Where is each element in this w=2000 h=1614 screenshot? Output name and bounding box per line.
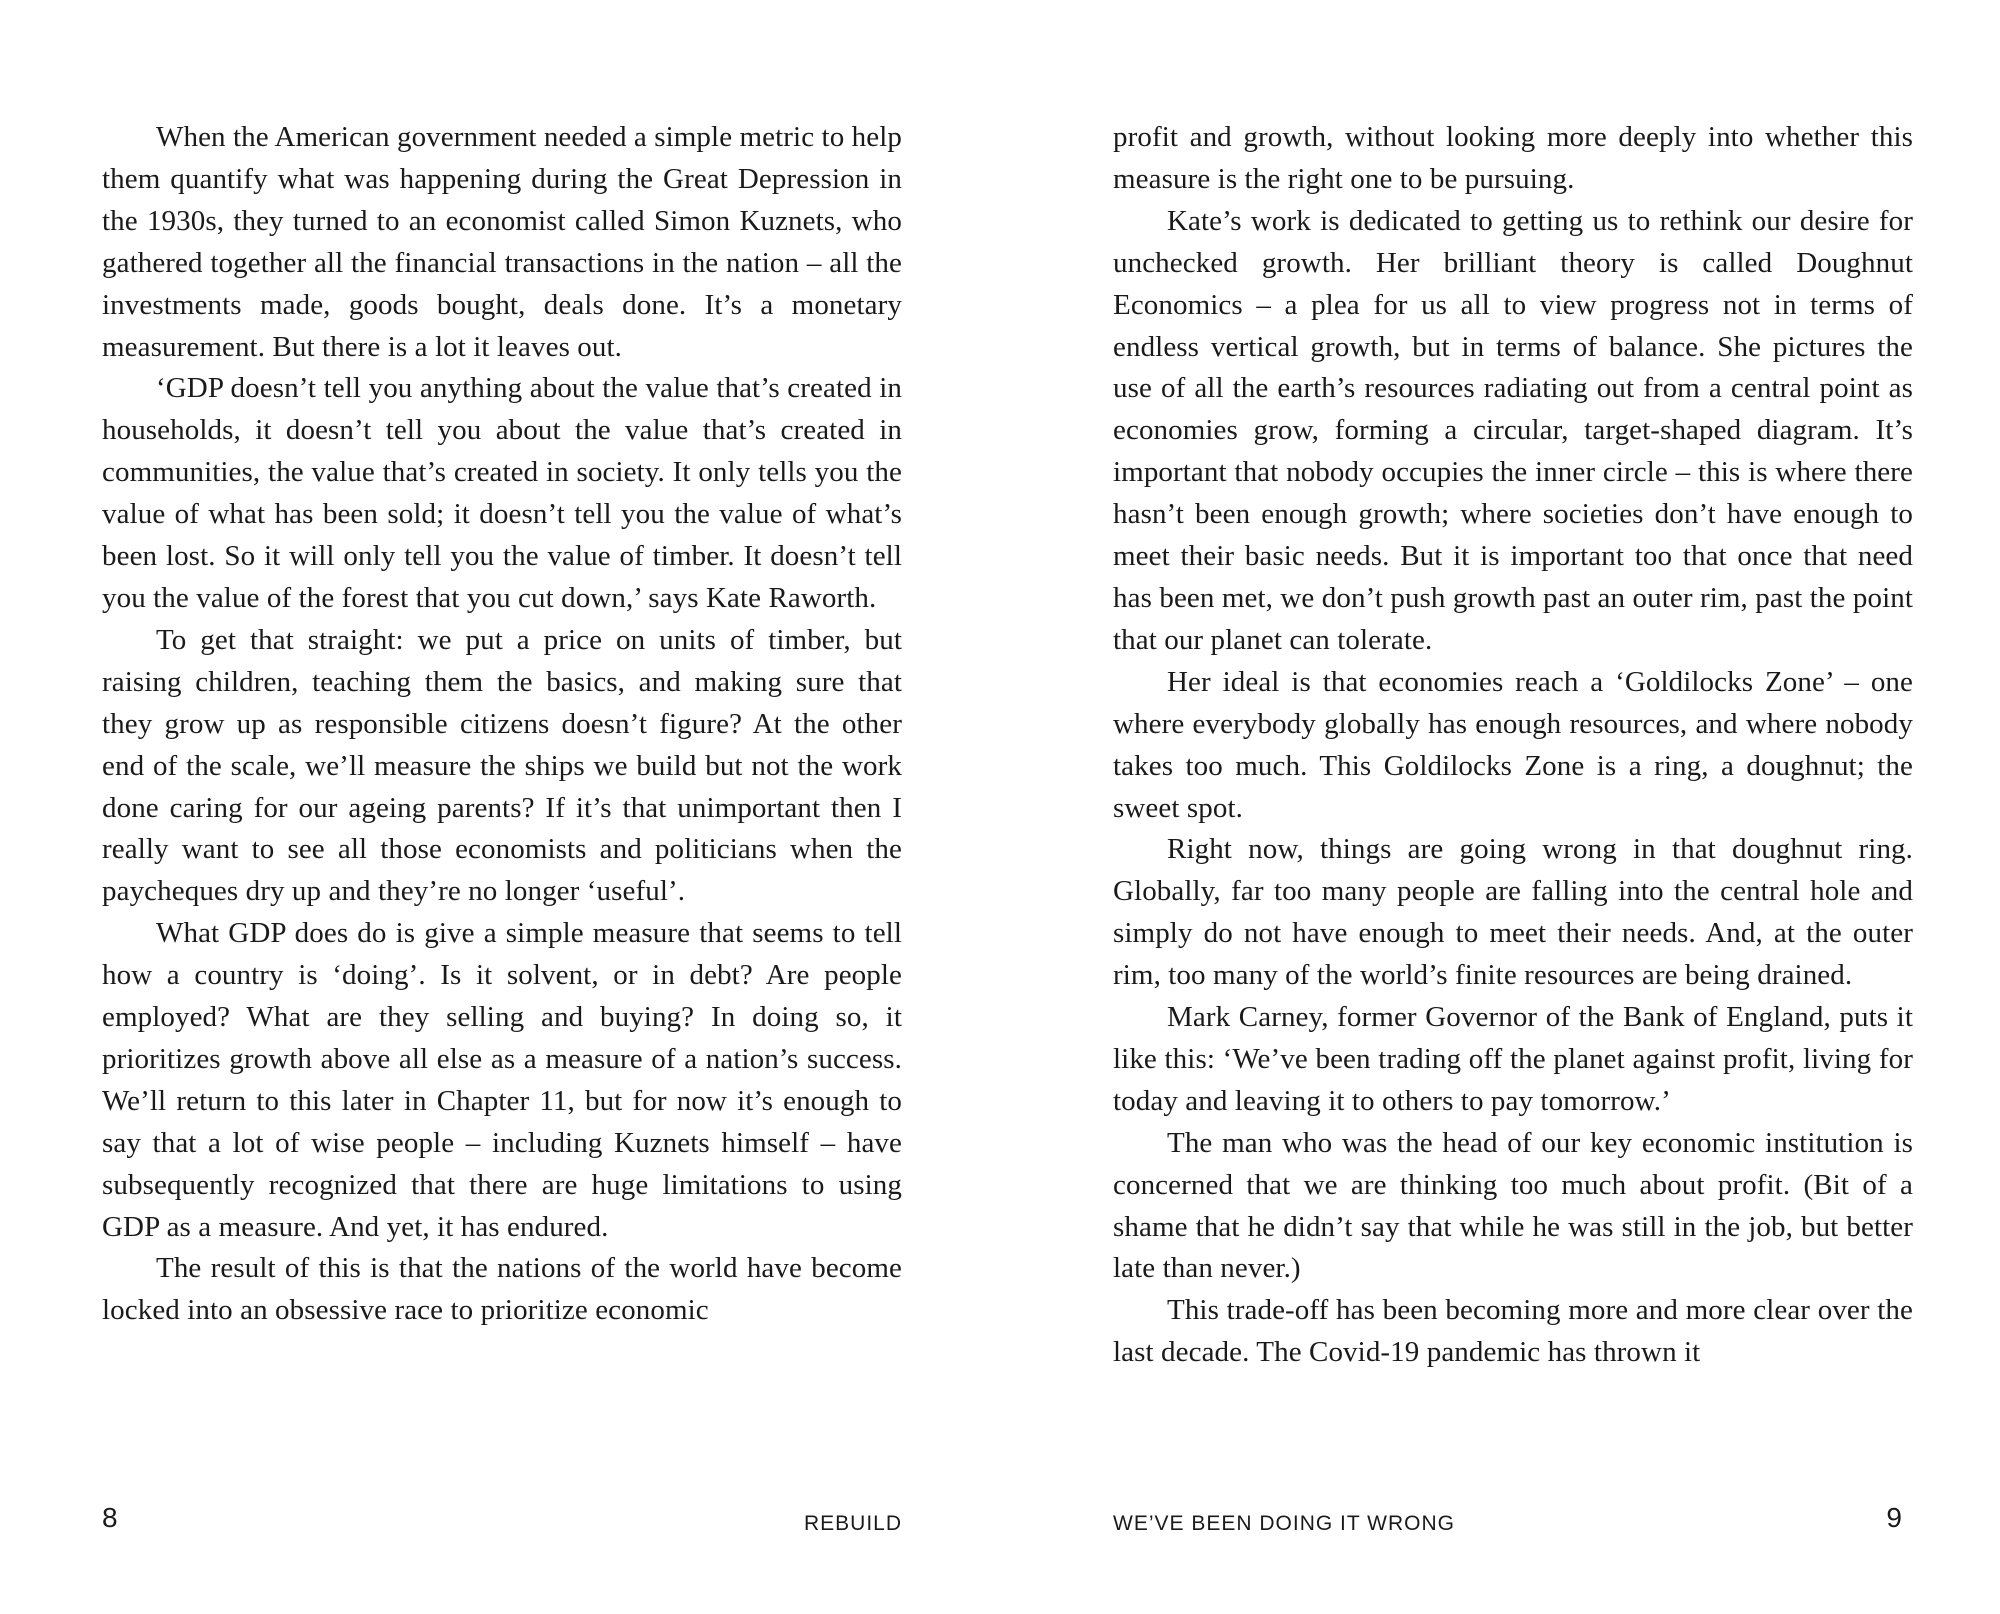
running-head: WE’VE BEEN DOING IT WRONG: [1113, 1512, 1455, 1535]
page-number: 8: [102, 1502, 118, 1533]
running-head: REBUILD: [803, 1512, 902, 1535]
paragraph: What GDP does do is give a simple measure that seems to tell how a country is ‘doing’. Is it solvent, or in debt? Are people employed? What are they selling and buying? In doing so, it prioritizes growth above all else as a measure of a nation’s success. We’ll return to this later in Chapter 11, but for now it’s enough to say that a lot of wise people – including Kuznets himself – have subsequently recognized that there are huge limitations to using GDP as a measure. And yet, it has endured.: [102, 917, 902, 1243]
left-page-body: [102, 117, 902, 1332]
page-number: 9: [1886, 1502, 1902, 1533]
paragraph: Kate’s work is dedicated to getting us to rethink our desire for unchecked growth. Her brilliant theory is called Doughnut Economics – a plea for us all to view progress not in terms of endless vertical growth, but in terms of balance. She pictures the use of all the earth’s resources radiating out from a central point as economies grow, forming a circular, target-shaped diagram. It’s important that nobody occupies the inner circle – this is where there hasn’t been enough growth; where societies don’t have enough to meet their basic needs. But it is important too that once that need has been met, we don’t push growth past an outer rim, past the point that our planet can tolerate.: [1113, 204, 1913, 656]
paragraph: Right now, things are going wrong in that doughnut ring. Globally, far too many people are falling into the central hole and simply do not have enough to meet their needs. And, at the outer rim, too many of the world’s finite resources are being drained.: [1113, 833, 1913, 992]
right-page-body: [1113, 117, 1913, 1374]
paragraph: profit and growth, without looking more deeply into whether this measure is the right one to be pursuing.: [1113, 121, 1913, 195]
paragraph: This trade-off has been becoming more and more clear over the last decade. The Covid-19 pandemic has thrown it: [1113, 1294, 1913, 1369]
paragraph: To get that straight: we put a price on units of timber, but raising children, teaching them the basics, and making sure that they grow up as responsible citizens doesn’t figure? At the other end of the scale, we’ll measure the ships we build but not the work done caring for our ageing parents? If it’s that unimportant then I really want to see all those economists and politicians when the paycheques dry up and they’re no longer ‘useful’.: [102, 623, 902, 908]
paragraph: When the American government needed a simple metric to help them quantify what was happening during the Great Depression in the 1930s, they turned to an economist called Simon Kuznets, who gathered together all the financial transactions in the nation – all the investments made, goods bought, deals done. It’s a monetary measurement. But there is a lot it leaves out.: [102, 121, 902, 363]
paragraph: ‘GDP doesn’t tell you anything about the value that’s created in households, it doesn’t tell you about the value that’s created in communities, the value that’s created in society. It only tells you the value of what has been sold; it doesn’t tell you the value of what’s been lost. So it will only tell you the value of timber. It doesn’t tell you the value of the forest that you cut down,’ says Kate Raworth.: [102, 372, 902, 614]
paragraph: The result of this is that the nations of the world have become locked into an obsessive race to prioritize economic: [102, 1252, 902, 1327]
paragraph: Her ideal is that economies reach a ‘Goldilocks Zone’ – one where everybody globally has enough resources, and where nobody takes too much. This Goldilocks Zone is a ring, a doughnut; the sweet spot.: [1113, 665, 1913, 824]
paragraph: The man who was the head of our key economic institution is concerned that we are thinking too much about profit. (Bit of a shame that he didn’t say that while he was still in the job, but better late than never.): [1113, 1126, 1913, 1285]
right-page: [1000, 0, 2000, 1614]
paragraph: Mark Carney, former Governor of the Bank of England, puts it like this: ‘We’ve been trading off the planet against profit, living for today and leaving it to others to pay tomorrow.’: [1113, 1001, 1913, 1117]
